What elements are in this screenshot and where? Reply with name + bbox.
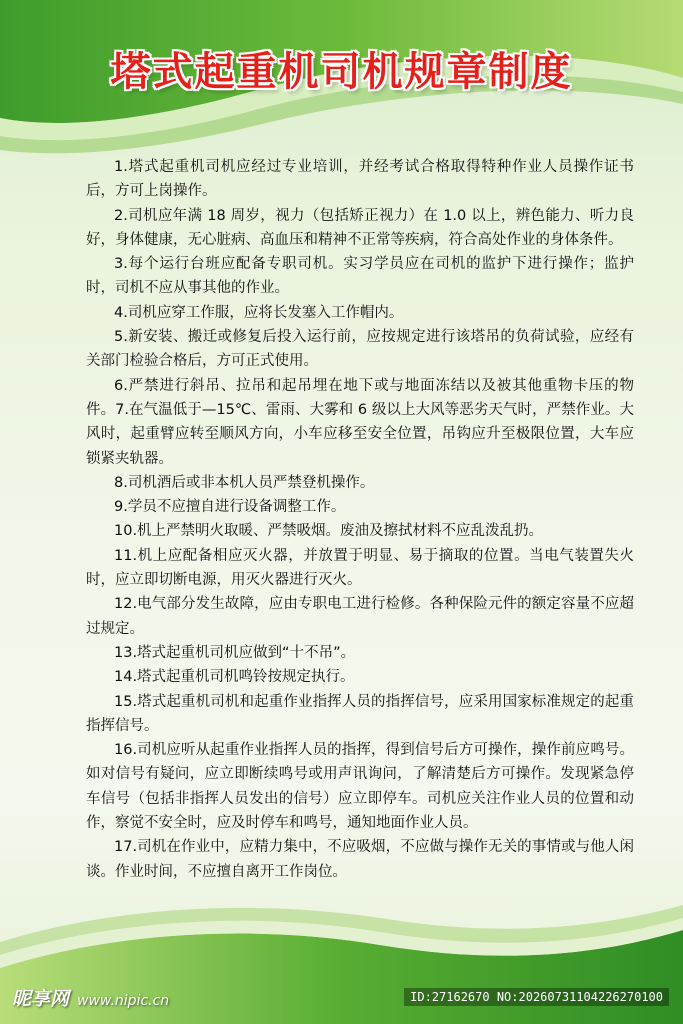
regulation-item: 4.司机应穿工作服，应将长发塞入工作帽内。 [114, 304, 404, 321]
regulation-list [86, 155, 634, 884]
regulation-item: 12.电气部分发生故障，应由专职电工进行检修。各种保险元件的额定容量不应超过规定。 [86, 596, 634, 637]
regulation-item: 6.严禁进行斜吊、拉吊和起吊埋在地下或与地面冻结以及被其他重物卡压的物件。7.在气温低于—15℃、雷雨、大雾和 6 级以上大风等恶劣天气时，严禁作业。大风时，起重臂应转至顺风方向，小车应移至安全位置，吊钩应升至极限位置，大车应锁紧夹轨器。 [86, 377, 634, 467]
regulation-item: 15.塔式起重机司机和起重作业指挥人员的指挥信号，应采用国家标准规定的起重指挥信号。 [86, 693, 634, 734]
watermark-brand-name: 昵享网 [12, 988, 70, 1010]
watermark-url: www.nipic.cn [77, 993, 170, 1009]
regulation-item: 10.机上严禁明火取暖、严禁吸烟。废油及擦拭材料不应乱泼乱扔。 [114, 523, 544, 540]
page-title: 塔式起重机司机规章制度 [110, 49, 573, 95]
regulation-item: 3.每个运行台班应配备专职司机。实习学员应在司机的监护下进行操作；监护时，司机不应从事其他的作业。 [86, 256, 634, 297]
regulation-item: 13.塔式起重机司机应做到“十不吊”。 [114, 644, 356, 661]
regulation-item: 17.司机在作业中，应精力集中，不应吸烟，不应做与操作无关的事情或与他人闲谈。作业时间，不应擅自离开工作岗位。 [86, 839, 634, 880]
regulation-item: 2.司机应年满 18 周岁，视力（包括矫正视力）在 1.0 以上，辨色能力、听力良好，身体健康，无心脏病、高血压和精神不正常等疾病，符合高处作业的身体条件。 [86, 207, 634, 248]
regulation-item: 5.新安装、搬迁或修复后投入运行前，应按规定进行该塔吊的负荷试验，应经有关部门检验合格后，方可正式使用。 [86, 329, 634, 370]
regulation-item: 14.塔式起重机司机鸣铃按规定执行。 [114, 669, 355, 686]
watermark-brand [12, 984, 169, 1011]
watermark-id: ID:27162670 NO:20260731104226270100 [404, 988, 669, 1006]
regulation-item: 1.塔式起重机司机应经过专业培训，并经考试合格取得特种作业人员操作证书后，方可上岗操作。 [86, 159, 634, 200]
regulation-item: 11.机上应配备相应灭火器，并放置于明显、易于摘取的位置。当电气装置失火时，应立即切断电源，用灭火器进行灭火。 [86, 547, 634, 589]
regulation-item: 9.学员不应擅自进行设备调整工作。 [114, 499, 346, 516]
regulation-item: 16.司机应听从起重作业指挥人员的指挥，得到信号后方可操作，操作前应鸣号。如对信号有疑问，应立即断续鸣号或用声讯询问，了解清楚后方可操作。发现紧急停车信号（包括非指挥人员发出的信号）应立即停车。司机应关注作业人员的位置和动作，察觉不安全时，应及时停车和鸣号，通知地面作业人员。 [86, 742, 634, 832]
regulation-item: 8.司机酒后或非本机人员严禁登机操作。 [114, 474, 375, 491]
